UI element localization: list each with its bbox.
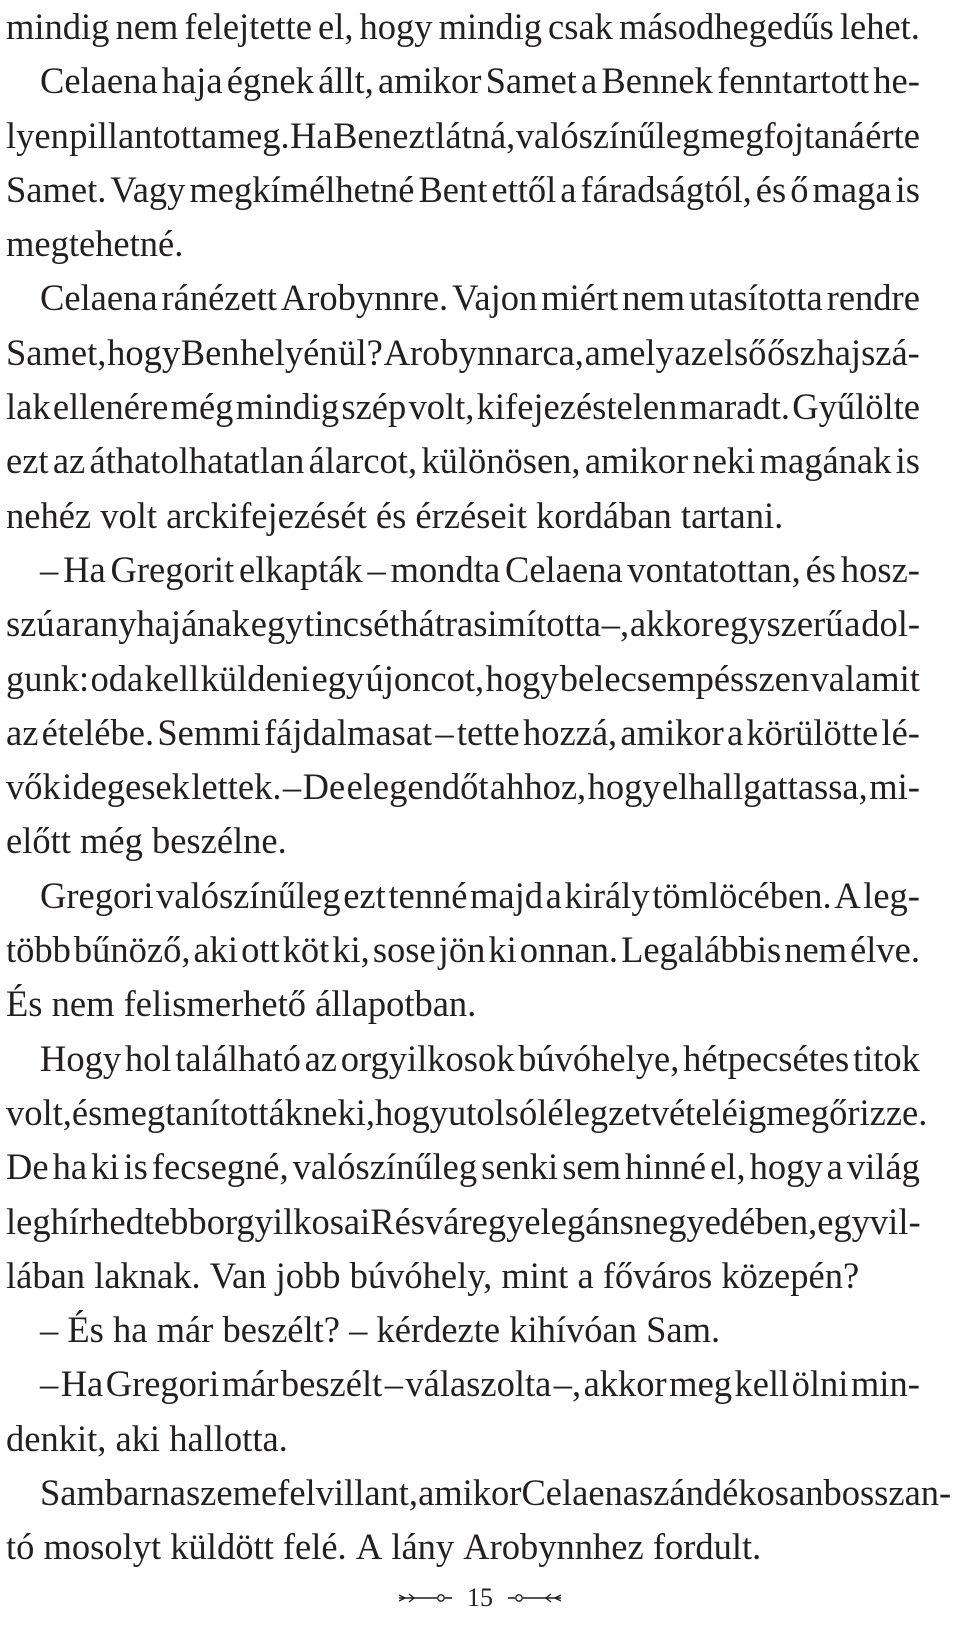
text-line [6,1086,928,1140]
word: maradt. [679,386,791,428]
text-line [6,326,920,380]
word: – [40,1309,59,1351]
word: rendre [826,277,920,319]
word: De [6,1146,49,1188]
word: megtanították [102,1091,304,1133]
word: égnek [226,60,314,102]
word: búvóhely, [349,1254,493,1296]
word: világ [846,1146,920,1188]
word: a [581,60,598,102]
text-line [6,489,920,543]
word: akkor [583,1363,667,1405]
word: Gyűlölte [792,386,920,428]
text-line [6,54,920,108]
word: ha [113,1309,148,1351]
word: hallotta. [169,1417,288,1459]
word: egy [250,603,304,645]
word: arca, [514,331,584,373]
word: küldött [170,1526,274,1568]
left-ornament-icon [397,1592,453,1604]
word: negyedében, [633,1200,818,1242]
word: És [67,1309,104,1351]
word: megkímélhetné [189,168,415,210]
word: Celaena [505,548,623,590]
word: is [895,440,920,482]
word: álarcot, [308,440,418,482]
text-line [6,652,920,706]
word: jobb [275,1254,341,1296]
word: Arobynnhez [463,1526,644,1568]
word: újoncot, [365,657,485,699]
word: szándékosan [639,1472,824,1514]
word: tó [6,1526,35,1568]
word: hátrasimította [400,603,601,645]
word: elegáns [524,1200,634,1242]
text-line [6,1303,920,1357]
word: Legalábbis [621,929,782,971]
word: bosszan- [823,1472,952,1514]
word: amikor [584,440,689,482]
word: idegesek [62,766,190,808]
text-line [6,1412,920,1466]
word: orgyilkosok [340,1037,515,1079]
word: tömlöcében. [652,874,832,916]
word: kihívóan [509,1309,637,1351]
word: denkit, [6,1417,107,1459]
word: nem [784,929,848,971]
word: nehéz [6,494,92,536]
word: beszélne. [151,820,287,862]
word: hajszá- [816,331,920,373]
word: felismerhető [123,983,307,1025]
word: hogy [587,766,661,808]
word: Samet, [6,331,107,373]
word: Résvár [370,1200,472,1242]
word: felejtette [184,6,313,47]
word: min- [850,1363,920,1405]
word: fordult. [652,1526,762,1568]
word: a [826,1146,843,1188]
word: arckifejezését [166,494,367,536]
word: kifejezéstelen [476,386,678,428]
word: Samet. [6,168,107,210]
word: első [707,331,767,373]
word: – [40,548,59,590]
page-number: 15 [467,1583,493,1612]
word: beszélt? [222,1309,340,1351]
word: volt [100,494,158,536]
word: kordában [535,494,672,536]
word: Arobynnre. [280,277,449,319]
word: ősz [767,331,816,373]
word: lyen [6,114,69,156]
word: valószínűleg [515,114,701,156]
word: aki [115,1417,161,1459]
text-line [6,1249,920,1303]
word: Celaena [521,1472,639,1514]
text-line [6,706,920,760]
word: haja [161,60,223,102]
word: ki, [332,929,370,971]
text-line [6,163,920,217]
word: látná, [435,114,516,156]
word: hol [124,1037,172,1079]
word: ételébe. [41,711,155,753]
word: jön [438,929,486,971]
word: állt, [318,60,374,102]
word: érte [865,114,920,156]
word: nem [115,6,179,47]
word: Celaena [40,60,158,102]
word: pillantotta [69,114,218,156]
word: kell [734,1363,790,1405]
word: érzéseit [415,494,527,536]
word: ki [488,929,517,971]
word: felé. [282,1526,347,1568]
word: meg [669,1363,733,1405]
word: ül? [338,331,383,373]
word: egy [311,657,365,699]
word: nem [622,277,686,319]
word: magának [759,440,892,482]
word: laknak. [94,1254,201,1296]
word: valamit [810,657,920,699]
right-ornament-icon [507,1592,563,1604]
word: meg. [217,114,290,156]
text-line [6,923,920,977]
word: az [52,440,86,482]
word: Hogy [40,1037,122,1079]
word: hozzá, [522,711,618,753]
text-line [6,1466,952,1520]
word: hogy [107,331,181,373]
word: vil- [869,1200,921,1242]
word: fenntartott [717,60,870,102]
word: különösen, [421,440,581,482]
word: és [805,548,837,590]
word: tette [456,711,520,753]
word: ölni [791,1363,849,1405]
text-line [6,271,920,325]
word: –, [553,1363,582,1405]
text-line [6,1520,920,1574]
word: volt, [408,386,475,428]
text-line [6,543,920,597]
word: Semmi [157,711,261,753]
word: Vajon [452,277,538,319]
word: hogy [375,1091,448,1133]
word: aranyhajának [55,603,250,645]
word: megfojtaná [700,114,865,156]
text-line [6,1032,920,1086]
word: utolsó [448,1091,538,1133]
word: már [156,1309,214,1351]
word: király [564,874,650,916]
word: lélegzetvételéig [537,1091,767,1133]
word: neki, [303,1091,375,1133]
word: – [40,1363,59,1405]
word: el, [710,1146,746,1188]
word: fáradságtól, [580,168,752,210]
word: másodhegedűs [618,6,834,47]
word: amely [584,331,674,373]
word: Vagy [110,168,186,210]
word: gunk: [6,657,90,699]
word: mi- [869,766,920,808]
word: hogy [749,1146,823,1188]
word: Arobynn [383,331,514,373]
word: megtehetné. [6,223,184,265]
word: Samet [485,60,577,102]
word: fecsegné, [151,1146,289,1188]
word: ha [52,1146,88,1188]
word: A [834,874,861,916]
text-line [6,1140,920,1194]
word: egyszerű [713,603,844,645]
text-line [6,1357,920,1411]
word: elhallgattassa, [662,766,868,808]
text-line [6,0,920,54]
word: körülötte [746,711,879,753]
word: Sam. [646,1309,721,1351]
word: Van [209,1254,267,1296]
word: mosolyt [43,1526,162,1568]
word: hogy [485,657,559,699]
word: majd [470,874,544,916]
text-line [6,217,920,271]
word: Ha [290,114,333,156]
word: szép [341,386,407,428]
word: ki [91,1146,120,1188]
word: sose [372,929,436,971]
word: lehet. [839,6,920,47]
word: – [384,1363,403,1405]
word: –, [601,603,630,645]
word: ellenére [52,386,169,428]
word: titok [852,1037,920,1079]
word: mindig [235,386,340,428]
word: a [577,1254,594,1296]
word: lak [6,386,51,428]
word: lában [6,1254,86,1296]
word: tincsét [304,603,400,645]
word: tenné [388,874,468,916]
word: – [367,548,386,590]
word: mindig [6,6,110,47]
word: he- [873,60,920,102]
word: ahhoz, [489,766,587,808]
word: ezt [343,874,386,916]
word: is [123,1146,148,1188]
word: előtt [6,820,71,862]
word: ránézett [161,277,277,319]
word: leg- [863,874,920,916]
word: hosz- [840,548,920,590]
word: Gregorit [110,548,235,590]
word: kérdezte [376,1309,501,1351]
word: már [221,1363,279,1405]
word: A [355,1526,383,1568]
word: élve. [850,929,920,971]
word: fájdalmasat [263,711,433,753]
text-line [6,1195,920,1249]
word: áthatolhatatlan [89,440,305,482]
word: a [560,168,577,210]
word: még [80,820,143,862]
word: ezt [6,440,49,482]
word: mint [501,1254,569,1296]
word: – [435,711,454,753]
word: ott [241,929,280,971]
word: állapotban. [315,983,477,1025]
word: Ben [180,331,240,373]
word: valószínűleg [292,1146,478,1188]
word: vontatottan, [627,548,801,590]
word: ezt [392,114,435,156]
word: amikor [418,1472,522,1514]
word: – [282,766,302,808]
page-footer [0,1578,960,1618]
word: És [6,983,43,1025]
word: és [71,1091,103,1133]
word: Celaena [40,277,158,319]
word: egy [471,1200,525,1242]
word: senki [481,1146,559,1188]
word: és [375,494,407,536]
text-line [6,109,920,163]
text-line [6,760,920,814]
word: az [6,711,39,753]
word: Gregori [105,1363,220,1405]
word: – [349,1309,368,1351]
word: ő [790,168,809,210]
text-line [6,977,920,1031]
word: válaszolta [405,1363,552,1405]
word: dol- [861,603,920,645]
word: Gregori [40,874,154,916]
word: hogy [359,6,433,47]
word: helyén [240,331,338,373]
text-line [6,597,920,651]
word: amikor [620,711,724,753]
word: volt, [6,1091,72,1133]
word: elegendőt [346,766,489,808]
word: orgyilkosai [206,1200,371,1242]
word: Bennek [601,60,713,102]
word: közepén? [721,1254,860,1296]
word: lé- [881,711,920,753]
word: miért [541,277,619,319]
word: a [727,711,744,753]
word: szeme [185,1472,278,1514]
word: felvillant, [277,1472,419,1514]
word: főváros [602,1254,713,1296]
text-line [6,434,920,488]
word: neki [692,440,756,482]
word: vők [6,766,61,808]
word: és [755,168,787,210]
word: Bent [418,168,488,210]
text-line [6,869,920,923]
word: tartani. [680,494,784,536]
word: az [304,1037,337,1079]
word: szú [6,603,55,645]
word: oda [90,657,144,699]
word: található [175,1037,301,1079]
text-line [6,814,920,868]
word: elkapták [239,548,363,590]
word: hinné [625,1146,707,1188]
word: egy [817,1200,870,1242]
word: az [674,331,707,373]
word: hétpecsétes [683,1037,850,1079]
word: több [6,929,71,971]
word: valószínűleg [156,874,341,916]
word: mondta [390,548,501,590]
word: köt [282,929,330,971]
word: belecsempésszen [559,657,810,699]
word: el, [318,6,354,47]
word: a [844,603,861,645]
word: barna [104,1472,186,1514]
word: megőrizze. [766,1091,928,1133]
word: ettől [491,168,557,210]
word: onnan. [519,929,619,971]
word: küldeni [200,657,311,699]
word: maga [812,168,892,210]
text-line [6,380,920,434]
word: Ha [63,548,106,590]
word: Ha [60,1363,104,1405]
body-text [6,0,952,1575]
word: kell [144,657,200,699]
word: Ben [333,114,392,156]
word: bűnöző, [73,929,191,971]
word: beszélt [280,1363,383,1405]
word: akkor [629,603,713,645]
word: aki [193,929,239,971]
word: sem [562,1146,622,1188]
word: is [895,168,920,210]
word: búvóhelye, [518,1037,680,1079]
word: De [302,766,346,808]
word: csak [548,6,613,47]
word: lány [391,1526,455,1568]
word: utasította [688,277,823,319]
word: leghírhedtebb [6,1200,207,1242]
word: amikor [378,60,482,102]
word: nem [51,983,115,1025]
word: lettek. [191,766,282,808]
word: Sam [40,1472,105,1514]
word: a [545,874,562,916]
word: még [170,386,234,428]
word: mindig [438,6,543,47]
